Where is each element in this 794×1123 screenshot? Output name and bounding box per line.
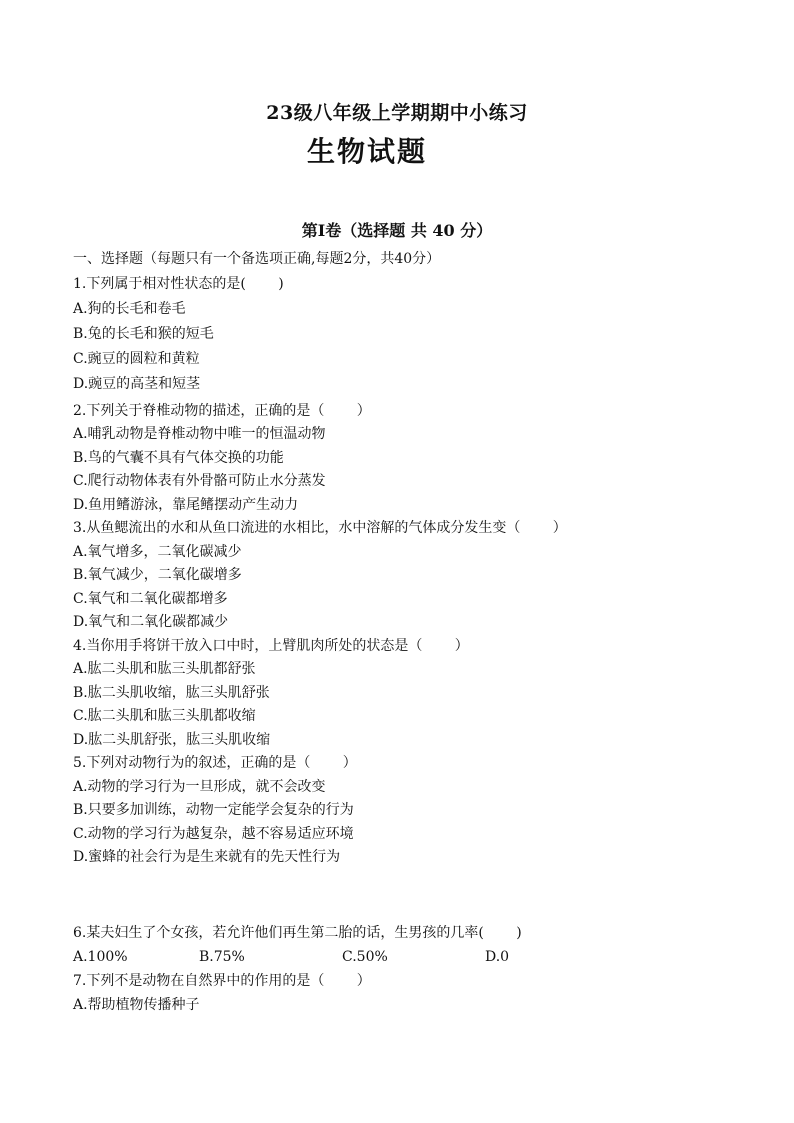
option-a: A.狗的长毛和卷毛 (73, 300, 186, 317)
options-row (73, 945, 753, 970)
option-d: D.氧气和二氧化碳都减少 (73, 614, 229, 630)
option-c: C.豌豆的圆粒和黄粒 (73, 350, 200, 367)
question-7 (73, 970, 753, 1017)
option-c: C.50% (342, 949, 388, 965)
option-c: C.爬行动物体表有外骨骼可防止水分蒸发 (73, 473, 326, 489)
option-a: A.氧气增多，二氧化碳减少 (73, 543, 242, 560)
section-title: 第Ⅰ卷（选择题 共 40 分） (301, 221, 493, 240)
option-c: C.肱二头肌和肱三头肌都收缩 (73, 708, 256, 724)
question-4 (73, 635, 753, 753)
question-1 (73, 272, 753, 397)
option-a: A.肱二头肌和肱三头肌都舒张 (73, 661, 256, 677)
question-stem: 3.从鱼鳃流出的水和从鱼口流进的水相比，水中溶解的气体成分发生变（ ） (73, 520, 567, 536)
option-b: B.鸟的气囊不具有气体交换的功能 (73, 449, 284, 466)
option-c: C.动物的学习行为越复杂，越不容易适应环境 (73, 825, 354, 842)
option-a: A.帮助植物传播种子 (73, 996, 200, 1013)
option-d: D.蜜蜂的社会行为是生来就有的先天性行为 (73, 849, 341, 865)
question-3 (73, 517, 753, 635)
option-a: A.哺乳动物是脊椎动物中唯一的恒温动物 (73, 426, 326, 442)
option-b: B.75% (199, 949, 245, 965)
question-stem: 6.某夫妇生了个女孩，若允许他们再生第二胎的话，生男孩的几率( ) (73, 924, 522, 941)
question-stem: 1.下列属于相对性状态的是( ) (73, 275, 284, 292)
option-b: B.兔的长毛和猴的短毛 (73, 325, 214, 342)
question-stem: 5.下列对动物行为的叙述，正确的是（ ） (73, 755, 357, 771)
option-a: A.100% (73, 949, 128, 965)
option-a: A.动物的学习行为一旦形成，就不会改变 (73, 778, 326, 795)
option-d: D.0 (485, 949, 510, 965)
option-b: B.氧气减少，二氧化碳增多 (73, 567, 242, 583)
question-5 (73, 752, 753, 870)
option-b: B.肱二头肌收缩，肱三头肌舒张 (73, 684, 270, 701)
question-list (73, 248, 753, 1017)
option-d: D.豌豆的高茎和短茎 (73, 375, 201, 392)
subject-title: 生物试题 (306, 135, 427, 168)
section-instruction: 一、选择题（每题只有一个备选项正确,每题2分，共40分） (73, 251, 441, 267)
question-stem: 7.下列不是动物在自然界中的作用的是（ ） (73, 973, 371, 989)
option-b: B.只要多加训练，动物一定能学会复杂的行为 (73, 802, 354, 818)
question-stem: 2.下列关于脊椎动物的描述，正确的是（ ） (73, 402, 371, 419)
question-6 (73, 922, 753, 971)
option-d: D.肱二头肌舒张，肱三头肌收缩 (73, 731, 271, 748)
option-d: D.鱼用鳍游泳，靠尾鳍摆动产生动力 (73, 496, 299, 513)
question-stem: 4.当你用手将饼干放入口中时，上臂肌肉所处的状态是（ ） (73, 637, 469, 654)
option-c: C.氧气和二氧化碳都增多 (73, 590, 228, 607)
question-2 (73, 400, 753, 518)
exam-title: 23级八年级上学期期中小练习 (266, 102, 528, 124)
spacer (73, 870, 753, 922)
